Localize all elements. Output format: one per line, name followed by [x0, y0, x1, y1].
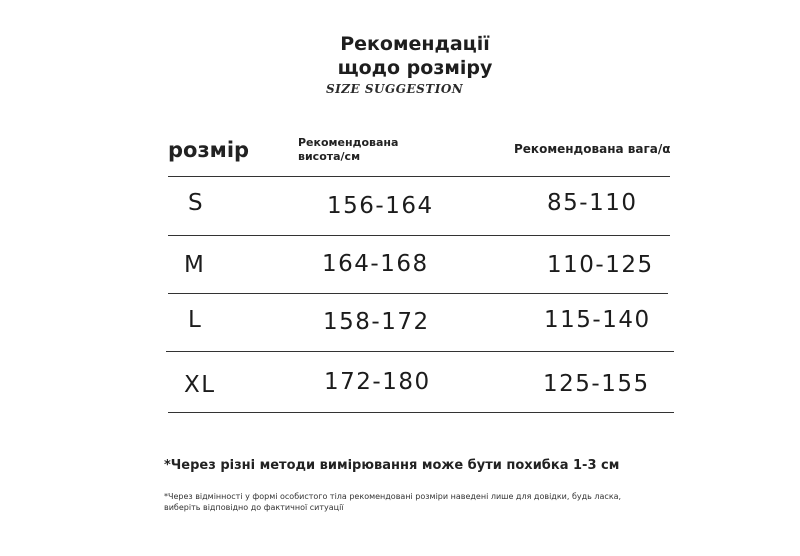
- chart-title: [300, 32, 530, 80]
- table-divider: [168, 235, 670, 236]
- table-divider: [168, 293, 668, 294]
- header-size: розмір: [168, 138, 250, 162]
- weight-cell: 125-155: [543, 371, 650, 397]
- size-cell: M: [184, 252, 206, 278]
- measurement-note: *Через різні методи вимірювання може бути похибка 1-3 см: [164, 458, 620, 473]
- weight-cell: 85-110: [547, 190, 638, 216]
- weight-cell: 110-125: [547, 252, 654, 278]
- header-weight: Рекомендована вага/α: [514, 142, 671, 156]
- height-cell: 172-180: [324, 369, 431, 395]
- height-cell: 156-164: [327, 193, 434, 219]
- disclaimer-note: *Через відмінності у формі особистого тіла рекомендовані розміри наведені лише для довідки, будь ласка, виберіть відповідно до фактичної ситуації: [164, 492, 622, 512]
- chart-title-line-1: Рекомендації: [340, 33, 490, 55]
- weight-cell: 115-140: [544, 307, 651, 333]
- size-cell: S: [188, 190, 205, 216]
- chart-title-line-2: щодо розміру: [337, 57, 493, 79]
- size-cell: XL: [184, 372, 216, 398]
- height-cell: 164-168: [322, 251, 429, 277]
- table-divider: [168, 412, 674, 413]
- table-divider: [168, 176, 670, 177]
- size-cell: L: [188, 307, 203, 333]
- chart-subtitle: SIZE SUGGESTION: [326, 82, 464, 96]
- table-divider: [166, 351, 674, 352]
- header-height: Рекомендована висота/см: [298, 136, 399, 163]
- height-cell: 158-172: [323, 309, 430, 335]
